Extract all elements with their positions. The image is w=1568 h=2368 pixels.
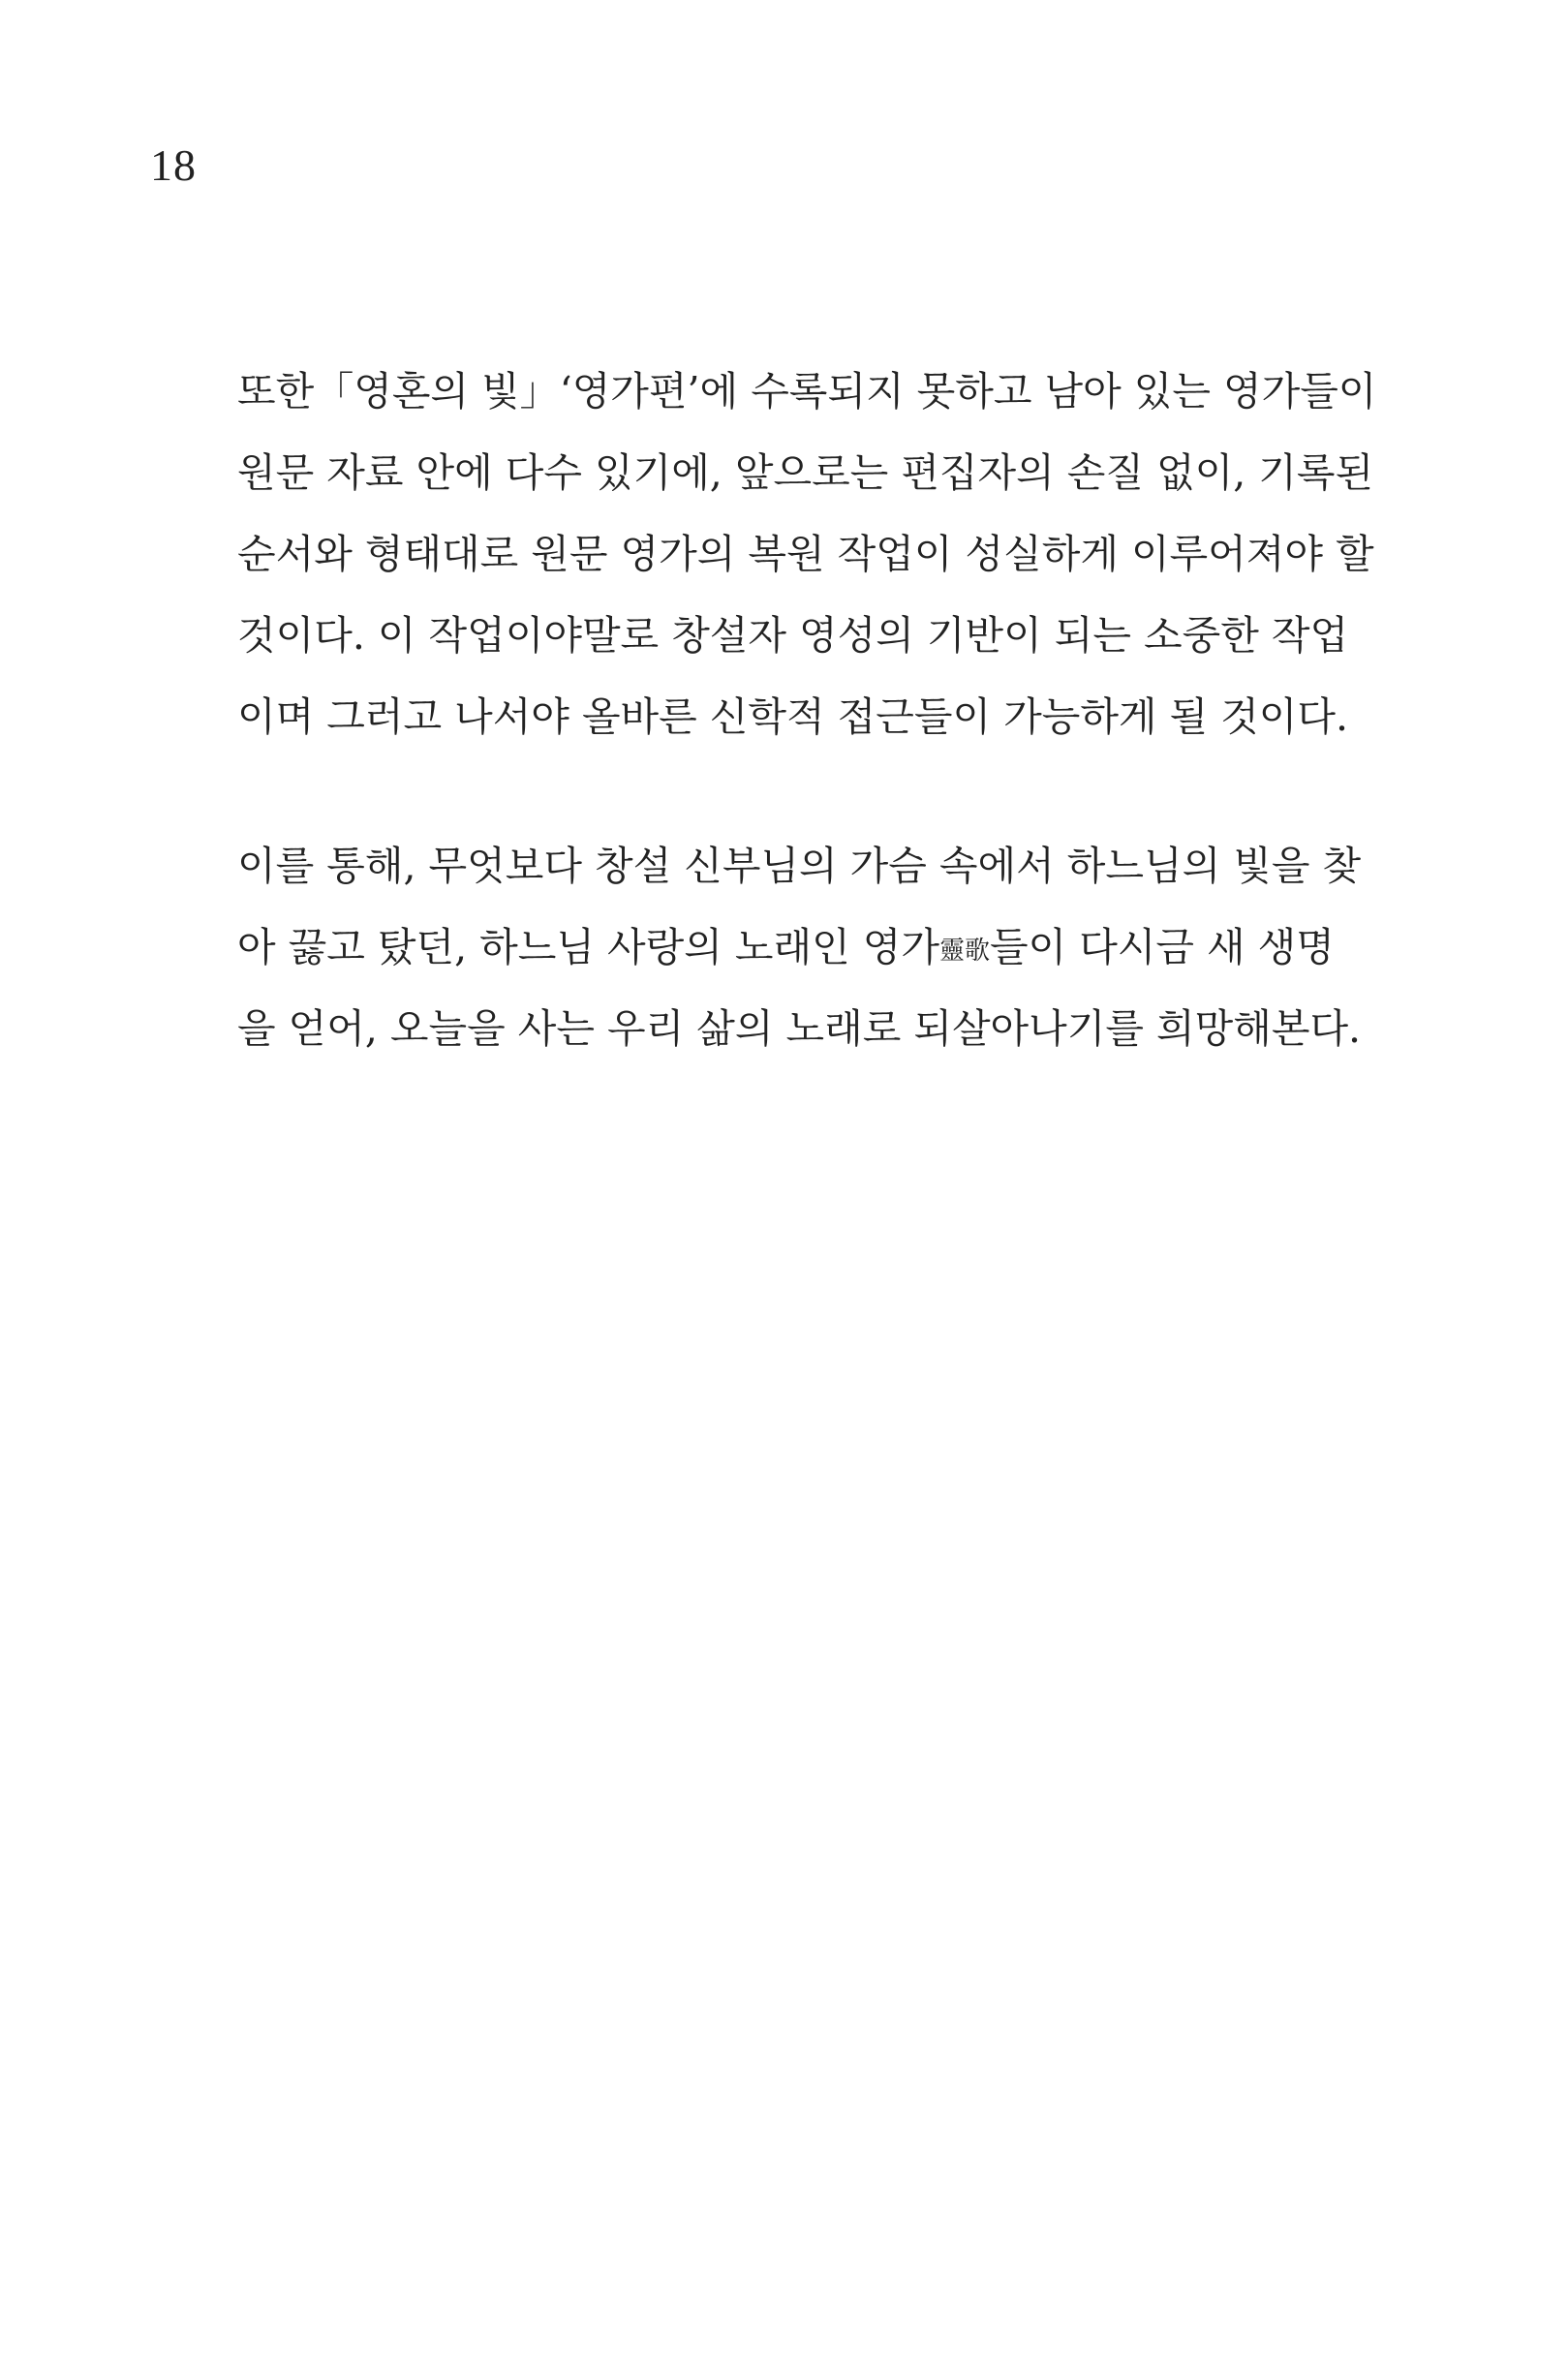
text-line: 이며 그러고 나서야 올바른 신학적 접근들이 가능하게 될 것이다. [237, 693, 1349, 740]
text-line: 이를 통해, 무엇보다 창설 신부님의 가슴 속에서 하느님의 빛을 찾 [237, 843, 1362, 889]
paragraph-1 [237, 351, 1377, 757]
body-text [237, 351, 1377, 1137]
paragraph-2 [237, 825, 1362, 1069]
text-line: 원문 자료 안에 다수 있기에, 앞으로는 편집자의 손질 없이, 기록된 [237, 449, 1374, 496]
text-line: 또한「영혼의 빛」‘영가편’에 수록되지 못하고 남아 있는 영가들이 [237, 368, 1377, 415]
text-line: 것이다. 이 작업이야말로 창설자 영성의 기반이 되는 소중한 작업 [237, 612, 1349, 659]
text-segment: 아 끓고 탔던, 하느님 사랑의 노래인 영가 [237, 924, 939, 970]
text-line: 순서와 형태대로 원문 영가의 복원 작업이 성실하게 이루어져야 할 [237, 531, 1374, 577]
page-number: 18 [150, 140, 197, 190]
hanja-annotation: 靈歌 [938, 937, 990, 966]
text-line: 을 얻어, 오늘을 사는 우리 삶의 노래로 되살아나기를 희망해본다. [237, 1005, 1362, 1052]
text-line [237, 907, 1335, 988]
text-segment: 들이 다시금 새 생명 [989, 924, 1335, 970]
